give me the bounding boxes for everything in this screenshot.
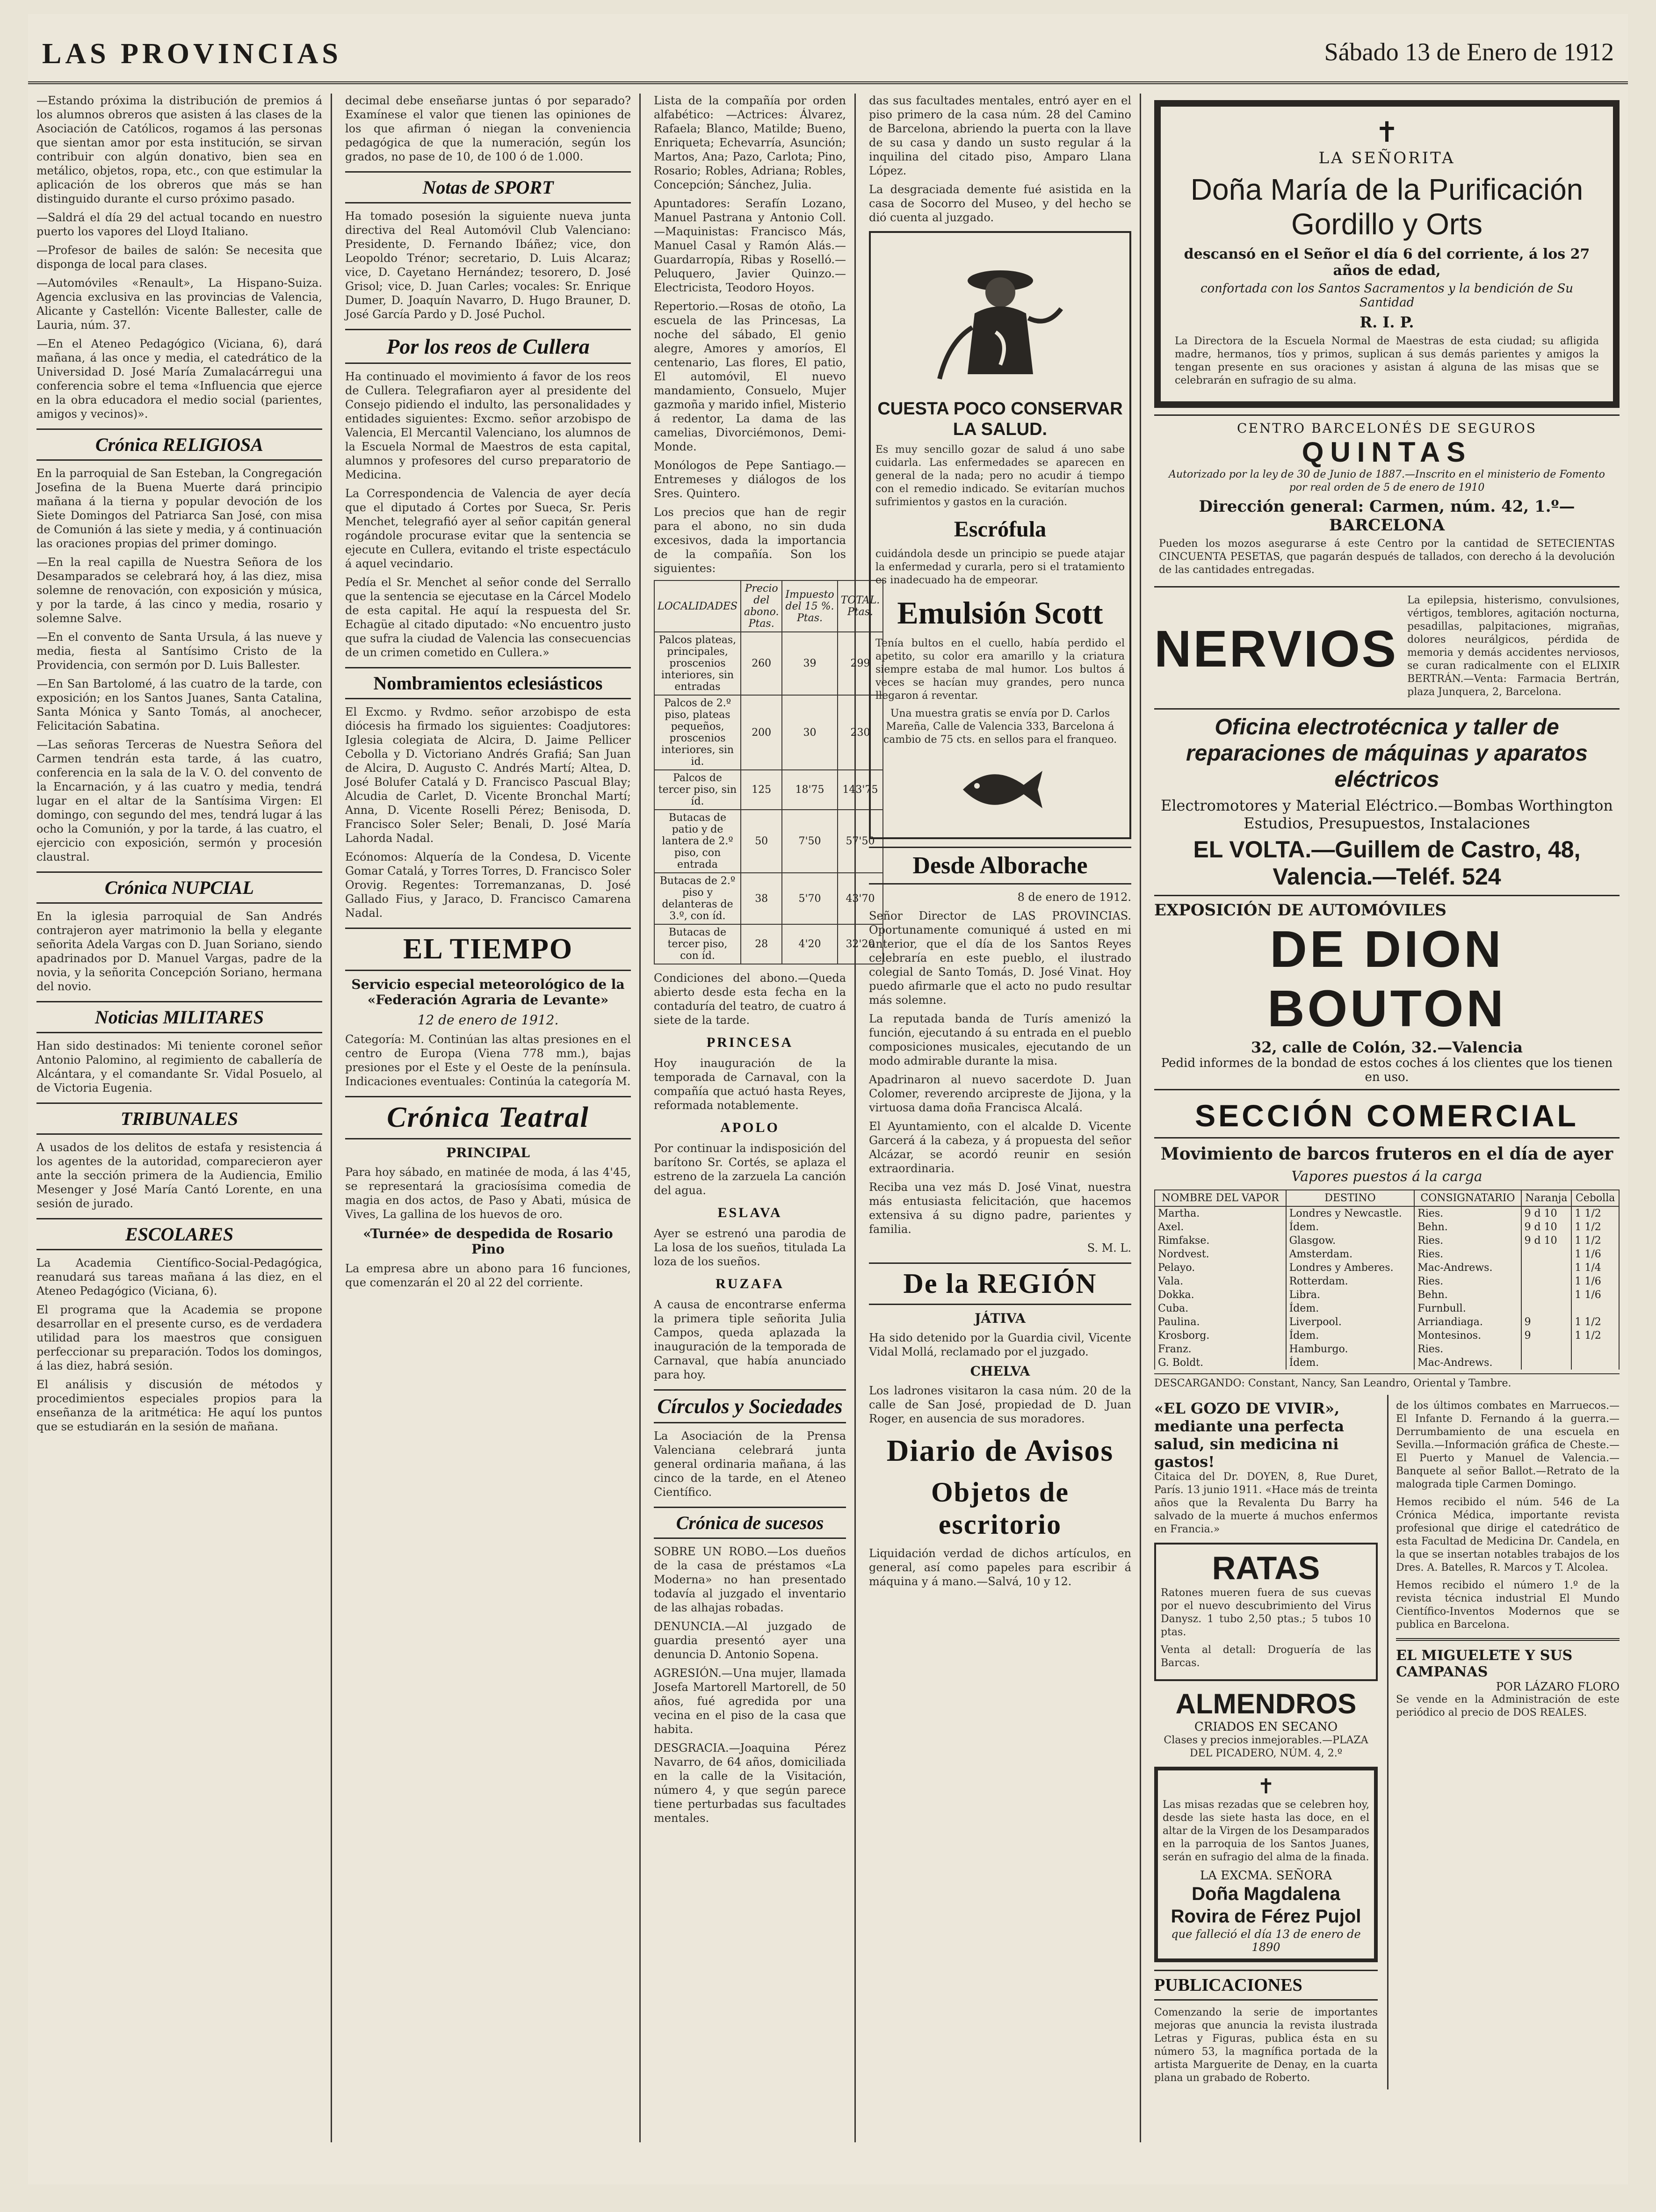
article-paragraph: El programa que la Academia se propone desarrollar en el presente curso, es de verdadera utilidad para los maestros que consiguen perfeccionar su preparación. Todos los domingos, á las diez, habrá sesión. (36, 1303, 322, 1372)
ship-row (1155, 1356, 1619, 1370)
ships-table-body (1155, 1206, 1619, 1370)
ship-cell: Ries. (1414, 1247, 1521, 1261)
article-paragraph: Ayer se estrenó una parodia de La losa de los sueños, titulada La loza de los sueños. (654, 1227, 846, 1268)
weather-subtitle: Servicio especial meteorológico de la «Federación Agraria de Levante» (351, 977, 625, 1008)
ship-cell: Ídem. (1286, 1302, 1415, 1315)
article-paragraph: Apadrinaron al nuevo sacerdote D. Juan Colomer, reverendo arcipreste de Jijona, y la virtuosa dama doña Francisca Alcalá. (869, 1073, 1131, 1114)
article-paragraph: La empresa abre un abono para 16 funciones, que comenzarán el 20 al 22 del corriente. (345, 1262, 631, 1289)
ship-cell: Pelayo. (1155, 1261, 1286, 1275)
article-paragraph: de los últimos combates en Marruecos.—El Infante D. Fernando á la guerra.—Derrumbamiento de una escuela en Sevilla.—Información gráfica de Cheste.—El Puerto y Manuel de Valencia.—Banquete al señor Ballot.—Retrato de la malograda tiple Carmen Domingo. (1396, 1400, 1620, 1490)
ship-cell (1571, 1342, 1619, 1356)
ship-cell: Ries. (1414, 1234, 1521, 1247)
article-paragraph: A causa de encontrarse enferma la primera tiple señorita Julia Campos, queda aplazada la inauguración de la temporada de Carnaval, que había anunciado para hoy. (654, 1298, 846, 1381)
article-paragraph: —En San Bartolomé, á las cuatro de la tarde, con exposición; en los Santos Juanes, Santa Catalina, Santa Mónica y Santo Tomás, al anochecer, Felicitación Sabatina. (36, 677, 322, 732)
ship-row (1155, 1315, 1619, 1329)
price-table-row (654, 695, 883, 770)
article-paragraph: DESGRACIA.—Joaquina Pérez Navarro, de 64 años, domiciliada en la calle de la Visitación, número 4, y que según parece tiene perturbadas sus facultades mentales. (654, 1741, 846, 1825)
section-heading-escolares: ESCOLARES (36, 1218, 322, 1250)
article-paragraph: —Saldrá el día 29 del actual tocando en nuestro puerto los vapores del Lloyd Italiano. (36, 211, 322, 238)
ship-cell: Behn. (1414, 1288, 1521, 1302)
ship-cell: 9 (1521, 1329, 1572, 1342)
ad-text: Tenía bultos en el cuello, había perdido el apetito, su color era amarillo y la criatura siempre estaba de mal humor. Los bultos á veces se hacían muy grandes, pero nunca llegaron á reventar. (875, 638, 1125, 702)
price-table-cell: 32'20 (838, 924, 883, 964)
section-heading-tiempo: EL TIEMPO (345, 928, 631, 971)
ship-row (1155, 1302, 1619, 1315)
price-table-cell: 30 (782, 695, 837, 770)
issue-date: Sábado 13 de Enero de 1912 (1324, 38, 1614, 66)
article-paragraph: En la iglesia parroquial de San Andrés contrajeron ayer matrimonio la bella y elegante señorita Adela Vargas con D. Juan Soriano, siendo apadrinados por D. Manuel Vargas, padre de la novia, y la señorita Concepción Soriano, hermana del novio. (36, 910, 322, 993)
ship-cell: Mac-Andrews. (1414, 1356, 1521, 1370)
ship-cell: 1 1/2 (1571, 1315, 1619, 1329)
column-1 (28, 94, 332, 2142)
ship-cell: Ídem. (1286, 1329, 1415, 1342)
ship-row (1155, 1275, 1619, 1288)
price-table-cell: 50 (741, 810, 782, 873)
obituary-name: Doña María de la Purificación Gordillo y Orts (1190, 173, 1584, 241)
nervios-ad (1154, 594, 1620, 710)
ad-subtitle: CRIADOS EN SECANO (1194, 1720, 1338, 1734)
fisherman-icon (930, 248, 1070, 388)
price-table-header-cell: Impuesto del 15 %. Ptas. (782, 580, 837, 632)
de-dion-bouton-ad (1154, 896, 1620, 1090)
ad-text: La epilepsia, histerismo, convulsiones, vértigos, temblores, agitación nocturna, pesadillas, palpitaciones, migrañas, dolores neurálgicos, pérdida de memoria y demás accidentes nerviosos, se curan radicalmente con el ELIXIR BERTRÁN.—Venta: Farmacia Bertrán, plaza Junquera, 2, Barcelona. (1407, 595, 1620, 698)
cross-icon: ✝ (1257, 1775, 1275, 1799)
price-table-cell: Palcos de 2.º piso, plateas pequeños, proscenios interiores, sin id. (654, 695, 741, 770)
lower-right-right (1387, 1395, 1620, 2089)
column-2 (337, 94, 641, 2142)
price-table-cell: 143'75 (838, 770, 883, 810)
ship-cell: Behn. (1414, 1220, 1521, 1234)
ad-brand: ALMENDROS (1175, 1688, 1357, 1719)
obituary-line: descansó en el Señor el día 6 del corriente, á los 27 años de edad, (1184, 246, 1590, 279)
theatre-name: PRINCIPAL (446, 1145, 530, 1160)
volta-ad (1154, 710, 1620, 896)
ship-cell: 1 1/6 (1571, 1288, 1619, 1302)
price-table-row (654, 770, 883, 810)
article-paragraph: SOBRE UN ROBO.—Los dueños de la casa de préstamos «La Moderna» no han presentado todavía al juzgado el inventario de las alhajas robadas. (654, 1545, 846, 1614)
section-heading-teatral: Crónica Teatral (345, 1096, 631, 1139)
ship-cell: Hamburgo. (1286, 1342, 1415, 1356)
article-paragraph: La desgraciada demente fué asistida en la casa de Socorro del Museo, y del hecho se dió cuenta al juzgado. (869, 183, 1131, 224)
ship-row (1155, 1247, 1619, 1261)
price-table-cell: Butacas de 2.º piso y delanteras de 3.º, con íd. (654, 873, 741, 924)
section-heading-diario: Diario de Avisos (886, 1434, 1114, 1468)
section-heading-sucesos: Crónica de sucesos (654, 1507, 846, 1539)
price-table-header (654, 580, 883, 632)
price-table-row (654, 924, 883, 964)
ship-cell (1571, 1302, 1619, 1315)
section-heading-cullera: Por los reos de Cullera (345, 329, 631, 364)
article-paragraph: Reciba una vez más D. José Vinat, nuestra más entusiasta felicitación, que hacemos extensiva á su digno padre, parientes y familia. (869, 1181, 1131, 1236)
ad-subheading: Escrófula (954, 517, 1047, 542)
ship-cell: Londres y Amberes. (1286, 1261, 1415, 1275)
article-paragraph: Repertorio.—Rosas de otoño, La escuela de las Princesas, La noche del sábado, El genio alegre, Amores y amoríos, El centenario, Las flores, El patio, El automóvil, El nuevo mandamiento, Consuelo, Mujer gazmoña y marido infiel, Misterio á redentor, La dama de las camelias, Divorciémonos, Demi-Monde. (654, 300, 846, 453)
ad-text: cuidándola desde un principio se puede atajar la enfermedad y curarla, pero si el tratamiento es inadecuado ha de empeorar. (875, 548, 1125, 586)
article-paragraph: Categoría: M. Continúan las altas presiones en el centro de Europa (Viena 778 mm.), bajas presiones por el Este y el Oeste de la península. Indicaciones eventuales: Continúa la categoría M. (345, 1033, 631, 1088)
ad-brand: EL VOLTA.—Guillem de Castro, 48, Valencia.—Teléf. 524 (1193, 836, 1581, 890)
ships-header-cell: Cebolla (1571, 1190, 1619, 1206)
ship-cell: Cuba. (1155, 1302, 1286, 1315)
ad-address: 32, calle de Colón, 32.—Valencia (1251, 1038, 1523, 1056)
region-town: JÁTIVA (975, 1311, 1026, 1326)
section-heading-publicaciones: PUBLICACIONES (1154, 1970, 1378, 2001)
ad-text: Ratones mueren fuera de sus cuevas por el nuevo descubrimiento del Virus Danysz. 1 tubo 2,50 ptas.; 5 tubos 10 ptas. (1161, 1587, 1371, 1638)
price-table-cell: 299 (838, 632, 883, 695)
ship-cell (1521, 1356, 1572, 1370)
section-heading-religiosa: Crónica RELIGIOSA (36, 428, 322, 461)
ship-cell: Nordvest. (1155, 1247, 1286, 1261)
section-heading-ruzafa: RUZAFA (716, 1276, 784, 1291)
ad-text: Es muy sencillo gozar de salud á uno sabe cuidarla. Las enfermedades se aparecen en general de la nada; pero no acudir á tiempo con el remedio indicado. Se evitarían muchos sufrimientos y gastos en la curación. (875, 444, 1125, 508)
ship-cell: 1 1/6 (1571, 1275, 1619, 1288)
ship-cell: 1 1/2 (1571, 1220, 1619, 1234)
ship-cell (1521, 1302, 1572, 1315)
ship-cell (1521, 1275, 1572, 1288)
ad-headline: Oficina electrotécnica y taller de reparaciones de máquinas y aparatos eléctricos (1186, 715, 1588, 792)
ad-brand: RATAS (1212, 1550, 1320, 1586)
obituary-title: LA EXCMA. SEÑORA (1200, 1869, 1332, 1883)
ship-cell: 9 (1521, 1315, 1572, 1329)
ad-headline: CUESTA POCO CONSERVAR LA SALUD. (877, 399, 1123, 439)
ship-cell: Montesinos. (1414, 1329, 1521, 1342)
obituary-text: La Directora de la Escuela Normal de Maestras de esta ciudad; su afligida madre, hermanos, tíos y primos, suplican á sus demás parientes y amigos la tengan presente en sus oraciones y asistan á alguna de las misas que se celebrarán en sufragio de su alma. (1175, 335, 1599, 386)
column-3 (645, 94, 880, 2142)
article-paragraph: das sus facultades mentales, entró ayer en el piso primero de la casa núm. 28 del Camino de Barcelona, abriendo la puerta con la llave de su casa y dando un susto regular á la inquilina del citado piso, Amparo Llana López. (869, 94, 1131, 177)
ad-text: Estudios, Presupuestos, Instalaciones (1244, 814, 1530, 832)
price-table-cell: Palcos de tercer piso, sin íd. (654, 770, 741, 810)
price-table-header-cell: LOCALIDADES (654, 580, 741, 632)
ad-heading-objetos: Objetos de escritorio (931, 1477, 1069, 1540)
ship-cell: 9 d 10 (1521, 1206, 1572, 1220)
price-table-cell: 28 (741, 924, 782, 964)
price-table-cell: Butacas de patio y de lantera de 2.º piso, con entrada (654, 810, 741, 873)
ship-row (1155, 1206, 1619, 1220)
ship-cell: Ídem. (1286, 1220, 1415, 1234)
region-town: CHELVA (970, 1363, 1030, 1379)
ship-cell (1521, 1261, 1572, 1275)
masthead (28, 14, 1628, 84)
obituary-gordillo (1154, 100, 1620, 408)
obituary-rovira (1154, 1767, 1378, 1962)
article-paragraph: El Excmo. y Rvdmo. señor arzobispo de esta diócesis ha firmado los siguientes: Coadjutores: Iglesia colegiata de Alcira, D. Jaime Pellicer Cebolla y D. Victoriano Andrés Grafiá; San Juan de Alcira, D. Augusto C. Andrés Martí; Altea, D. José Bolufer Catalá y D. Francisco Pascual Blay; Alcudia de Carlet, D. Vicente Bronchal Martí; Anna, D. Vicente Roselli Pérez; Benisoda, D. Francisco Soler Seler; Benali, D. José María Lahorda Nadal. (345, 705, 631, 845)
price-table-row (654, 873, 883, 924)
ad-text: Venta al detall: Droguería de las Barcas. (1161, 1644, 1371, 1669)
article-paragraph: —En la real capilla de Nuestra Señora de los Desamparados se celebrará hoy, á las diez, misa solemne de renovación, con exposición y música, y por la tarde, á las cinco y media, rosario y solemne Salve. (36, 556, 322, 625)
article-paragraph: Los precios que han de regir para el abono, no sin duda excesivos, dada la importancia de la compañía. Son los siguientes: (654, 506, 846, 575)
article-paragraph: En la parroquial de San Esteban, la Congregación Josefina de la Buena Muerte dará principio mañana á la tierna y popular devoción de los Siete Domingos del Patriarca San José, con misa de Comunión á las siete y media, y á continuación las oraciones propias del primer domingo. (36, 467, 322, 550)
article-paragraph: Ha tomado posesión la siguiente nueva junta directiva del Real Automóvil Club Valenciano: Presidente, D. Fernando Ibáñez; vice, don Leopoldo Trénor; secretario, D. Luis Alcaraz; vice, D. Cayetano Hernández; tesorero, D. José Grisol; vice, D. Juan Carles; vocales: Sr. Enrique Dumer, D. Joaquín Navarro, D. Hugo Brauner, D. José García Pardo y D. José Puchol. (345, 210, 631, 321)
miguelete-author: POR LÁZARO FLORO (1496, 1680, 1620, 1693)
price-table-cell: Palcos plateas, principales, proscenios interiores, sin entradas (654, 632, 741, 695)
article-paragraph: Monólogos de Pepe Santiago.—Entremeses y diálogos de los Sres. Quintero. (654, 459, 846, 500)
ship-cell: 1 1/2 (1571, 1206, 1619, 1220)
article-paragraph: AGRESIÓN.—Una mujer, llamada Josefa Martorell Martorell, de 50 años, fué agredida por una vecina en el piso de la casa que habita. (654, 1667, 846, 1736)
letter-signature: S. M. L. (1087, 1241, 1131, 1255)
ship-row (1155, 1261, 1619, 1275)
ship-cell: Vala. (1155, 1275, 1286, 1288)
ship-cell: Furnbull. (1414, 1302, 1521, 1315)
newspaper-page (28, 14, 1628, 2184)
article-paragraph: Para hoy sábado, en matinée de moda, á las 4'45, se representará la graciosísima comedia de magia en dos actos, de Paso y Abati, música de Vives, La gallina de los huevos de oro. (345, 1166, 631, 1221)
almendros-ad (1154, 1688, 1378, 1760)
section-heading-militares: Noticias MILITARES (36, 1001, 322, 1033)
ship-cell: 1 1/2 (1571, 1329, 1619, 1342)
ship-row (1155, 1329, 1619, 1342)
ship-cell: Axel. (1155, 1220, 1286, 1234)
ship-cell: Martha. (1155, 1206, 1286, 1220)
subscription-price-table (654, 580, 883, 965)
weather-date: 12 de enero de 1912. (417, 1012, 559, 1028)
price-table-cell: 57'50 (838, 810, 883, 873)
ship-cell: Arriandiaga. (1414, 1315, 1521, 1329)
ship-cell: Dokka. (1155, 1288, 1286, 1302)
obituary-rip: R. I. P. (1360, 313, 1414, 331)
ad-header: CENTRO BARCELONÉS DE SEGUROS (1237, 421, 1537, 436)
obituary-name: Doña Magdalena Rovira de Férez Pujol (1171, 1884, 1361, 1927)
gozo-ad-text: Citaica del Dr. DOYEN, 8, Rue Duret, París. 13 junio 1911. «Hace más de treinta años que la Revalenta Du Barry ha salvado de la muerte á muchos enfermos en Francia.» (1154, 1471, 1378, 1535)
section-heading-princesa: PRINCESA (706, 1035, 794, 1050)
ad-brand: DE DION BOUTON (1267, 921, 1506, 1037)
miguelete-text: Se vende en la Administración de este periódico al precio de DOS REALES. (1396, 1694, 1620, 1719)
article-paragraph: Lista de la compañía por orden alfabético: —Actrices: Álvarez, Rafaela; Blanco, Matilde; Bueno, Enriqueta; Echevarría, Asunción; Martos, Ana; Pazo, Carlota; Pino, Rosario; Robles, Adriana; Robles, Concepción; Sánchez, Julia. (654, 94, 846, 191)
price-table-cell: 7'50 (782, 810, 837, 873)
cross-icon: ✝ (1375, 116, 1399, 149)
article-paragraph: A usados de los delitos de estafa y resistencia á los agentes de la autoridad, comparecieron ayer ante la sección primera de la Audiencia, Emilio Mesenger y José María Cantó Lorente, en una sesión de jurado. (36, 1141, 322, 1210)
article-paragraph: —En el convento de Santa Ursula, á las nueve y media, fiesta al Santísimo Cristo de la Providencia, con sermón por D. Luis Ballester. (36, 631, 322, 672)
section-heading-comercial: SECCIÓN COMERCIAL (1154, 1098, 1620, 1139)
ship-row (1155, 1342, 1619, 1356)
ship-cell: Rotterdam. (1286, 1275, 1415, 1288)
price-table-cell: 39 (782, 632, 837, 695)
ship-cell: Paulina. (1155, 1315, 1286, 1329)
commercial-subtitle: Movimiento de barcos fruteros en el día de ayer (1160, 1144, 1613, 1164)
ship-cell: Krosborg. (1155, 1329, 1286, 1342)
ratas-ad (1154, 1543, 1378, 1681)
section-heading-region: De la REGIÓN (869, 1262, 1131, 1305)
price-table-cell: 5'70 (782, 873, 837, 924)
ships-header-cell: Naranja (1521, 1190, 1572, 1206)
divider (1396, 1638, 1620, 1641)
column-5 (1146, 94, 1628, 2142)
ship-cell: Rimfakse. (1155, 1234, 1286, 1247)
letter-date: 8 de enero de 1912. (1017, 891, 1131, 904)
article-paragraph: Han sido destinados: Mi teniente coronel señor Antonio Palomino, al regimiento de caballería de Alcántara, y el comandante Sr. Vidal Posuelo, al de Victoria Eugenia. (36, 1039, 322, 1095)
ship-cell: 1 1/4 (1571, 1261, 1619, 1275)
obituary-line: que falleció el día 13 de enero de 1890 (1171, 1928, 1361, 1954)
ship-cell: Ídem. (1286, 1356, 1415, 1370)
price-table-cell: 18'75 (782, 770, 837, 810)
ship-cell: 9 d 10 (1521, 1220, 1572, 1234)
article-paragraph: DENUNCIA.—Al juzgado de guardia presentó ayer una denuncia D. Antonio Sopena. (654, 1620, 846, 1661)
lower-right-area (1154, 1395, 1620, 2089)
ship-cell: Glasgow. (1286, 1234, 1415, 1247)
ad-header: EXPOSICIÓN DE AUTOMÓVILES (1154, 901, 1446, 920)
ship-cell: Ries. (1414, 1275, 1521, 1288)
columns (28, 94, 1628, 2142)
scott-emulsion-ad (869, 231, 1131, 839)
obituary-text: Las misas rezadas que se celebren hoy, desde las siete hasta las doce, en el altar de la Virgen de los Desamparados en la parroquia de los Santos Juanes, serán en sufragio del alma de la finada. (1163, 1799, 1369, 1863)
miguelete-title: EL MIGUELETE Y SUS CAMPANAS (1396, 1647, 1573, 1680)
ad-brand: NERVIOS (1154, 620, 1398, 678)
article-paragraph: Ha continuado el movimiento á favor de los reos de Cullera. Telegrafiaron ayer al presidente del Consejo pidiendo el indulto, las personalidades y entidades siguientes: Excmo. señor arzobispo de Valencia, El Mercantil Valenciano, los alumnos de la Escuela Normal de Maestros de esta capital, alumnos y profesores del curso preparatorio de Medicina. (345, 370, 631, 481)
section-heading-tribunales: TRIBUNALES (36, 1102, 322, 1135)
article-paragraph: Condiciones del abono.—Queda abierto desde esta fecha en la contaduría del teatro, de cuatro á siete de la tarde. (654, 972, 846, 1027)
ad-brand: QUINTAS (1302, 436, 1472, 468)
ad-brand: Emulsión Scott (897, 595, 1103, 631)
price-table-row (654, 810, 883, 873)
ship-cell: Ries. (1414, 1206, 1521, 1220)
ship-cell: Londres y Newcastle. (1286, 1206, 1415, 1220)
price-table-row (654, 632, 883, 695)
fisherman-illustration (875, 243, 1125, 393)
article-paragraph: La Asociación de la Prensa Valenciana celebrará junta general ordinaria mañana, á las cinco de la tarde, en el Ateneo Científico. (654, 1429, 846, 1499)
price-table-cell: 200 (741, 695, 782, 770)
article-paragraph: Pedía el Sr. Menchet al señor conde del Serrallo que la sentencia se ejecutase en la Cárcel Modelo de esta capital. He aquí la respuesta del Sr. Echagüe al citado diputado: «No encuentro justo que sufra la ciudad de Valencia las consecuencias de un crimen cometido en Cullera.» (345, 576, 631, 659)
price-table-header-cell: TOTAL. Ptas. (838, 580, 883, 632)
article-paragraph: decimal debe enseñarse juntas ó por separado? Examínese el valor que tienen las opiniones de los que afirman ó niegan la conveniencia pedagógica de que la numeración, según los grados, no pase de 10, de 100 ó de 1.000. (345, 94, 631, 163)
ship-row (1155, 1288, 1619, 1302)
section-heading-apolo: APOLO (720, 1120, 780, 1135)
ships-header-cell: CONSIGNATARIO (1414, 1190, 1521, 1206)
ad-address: Una muestra gratis se envía por D. Carlos Mareña, Calle de Valencia 333, Barcelona á cambio de 75 cts. en sellos para el franqueo. (883, 708, 1117, 746)
ship-cell: G. Boldt. (1155, 1356, 1286, 1370)
ship-cell: Liverpool. (1286, 1315, 1415, 1329)
price-table-cell: 43'70 (838, 873, 883, 924)
article-paragraph: —Profesor de bailes de salón: Se necesita que disponga de local para clases. (36, 244, 322, 271)
section-heading-sport: Notas de SPORT (345, 171, 631, 203)
article-paragraph: Por continuar la indisposición del barítono Sr. Cortés, se aplaza el estreno de la zarzuela La canción del agua. (654, 1142, 846, 1197)
ship-row (1155, 1234, 1619, 1247)
lower-right-left (1154, 1395, 1378, 2089)
section-heading-alborache: Desde Alborache (869, 847, 1131, 885)
ship-cell (1521, 1342, 1572, 1356)
ship-cell: 9 d 10 (1521, 1234, 1572, 1247)
ship-cell: 1 1/6 (1571, 1247, 1619, 1261)
article-paragraph: Ecónomos: Alquería de la Condesa, D. Vicente Gomar Catalá, y Torres Torres, D. Francisco Soler Orovig. Regentes: Torremanzanas, D. José Gallado Fius, y Jaraco, D. Francisco Camarena Nadal. (345, 850, 631, 920)
fish-icon (954, 757, 1047, 822)
fish-illustration (875, 752, 1125, 827)
section-heading-nupcial: Crónica NUPCIAL (36, 871, 322, 904)
ship-cell (1521, 1247, 1572, 1261)
ship-cell: Ries. (1414, 1342, 1521, 1356)
article-paragraph: —Las señoras Terceras de Nuestra Señora del Carmen tendrán esta tarde, á las cuatro, conferencia en la sala de la V. O. del convento de la Encarnación, y á las cuatro y media, tendrá lugar en el altar de la Santísima Virgen: El domingo, con segundo del mes, tendrá lugar á las ocho la Comunión, y por la tarde, á las cuatro, el ejercicio con exposición, sermón y procesión claustral. (36, 738, 322, 863)
ad-text: Electromotores y Material Eléctrico.—Bombas Worthington (1160, 797, 1613, 814)
commercial-section (1154, 1098, 1620, 1390)
section-heading-nombramientos: Nombramientos eclesiásticos (345, 667, 631, 699)
ship-cell: Mac-Andrews. (1414, 1261, 1521, 1275)
gozo-ad-title: «EL GOZO DE VIVIR», mediante una perfecta salud, sin medicina ni gastos! (1154, 1400, 1345, 1471)
article-paragraph: El Ayuntamiento, con el alcalde D. Vicente Garcerá á la cabeza, y á propuesta del señor Alcázar, se acordó reunir en sesión extraordinaria. (869, 1120, 1131, 1175)
article-paragraph: La reputada banda de Turís amenizó la función, ejecutando á su entrada en el pueblo composiciones musicales, ejecutando de un modo admirable durante la misa. (869, 1012, 1131, 1067)
ship-cell (1571, 1356, 1619, 1370)
obituary-title: LA SEÑORITA (1318, 149, 1455, 167)
price-table-cell: Butacas de tercer piso, con íd. (654, 924, 741, 964)
price-table-cell: 260 (741, 632, 782, 695)
ad-text: Pueden los mozos asegurarse á este Centro por la cantidad de SETECIENTAS CINCUENTA PESETAS, que pagarán después de tallados, con derecho á la devolución de las cantidades entregadas. (1159, 538, 1615, 576)
article-paragraph: La Correspondencia de Valencia de ayer decía que el diputado á Cortes por Sueca, Sr. Peris Menchet, telegrafió ayer al señor capitán general rogándole procurase evitar que la sentencia se ejecute en Cullera, evitando el triste espectáculo á aquel vecindario. (345, 487, 631, 570)
article-paragraph: Hemos recibido el número 1.º de la revista técnica industrial El Mundo Científico-Inventos Modernos que se publica en Barcelona. (1396, 1580, 1620, 1631)
section-heading-circulos: Círculos y Sociedades (654, 1389, 846, 1423)
ship-cell: Franz. (1155, 1342, 1286, 1356)
article-paragraph: Liquidación verdad de dichos artículos, en general, así como papeles para escribir á máquina y á mano.—Salvá, 10 y 12. (869, 1547, 1131, 1588)
theatre-tour-heading: «Turnée» de despedida de Rosario Pino (363, 1226, 613, 1257)
article-paragraph: Hemos recibido el núm. 546 de La Crónica Médica, importante revista profesional que dirige el catedrático de esta Facultad de Medicina Dr. Candela, en la que se insertan notables trabajos de los Dres. A. Batelles, R. Marcos y T. Alcolea. (1396, 1496, 1620, 1574)
ships-table (1154, 1189, 1620, 1370)
ships-header-cell: NOMBRE DEL VAPOR (1155, 1190, 1286, 1206)
column-4 (861, 94, 1141, 2142)
ad-text: Autorizado por la ley de 30 de Junio de 1887.—Inscrito en el ministerio de Fomento por real orden de 5 de enero de 1910 (1169, 469, 1605, 493)
unloading-note: DESCARGANDO: Constant, Nancy, San Leandro, Oriental y Tambre. (1154, 1373, 1620, 1390)
article-paragraph: Los ladrones visitaron la casa núm. 20 de la calle de San José, propiedad de D. Juan Roger, en ausencia de sus moradores. (869, 1384, 1131, 1425)
article-paragraph: Comenzando la serie de importantes mejoras que anuncia la revista ilustrada Letras y Figuras, publica ésta en su número 53, la magnífica portada de la artista Marguerite de Denay, en la cuarta plana un grabado de Roberto. (1154, 2007, 1378, 2084)
price-table-cell: 38 (741, 873, 782, 924)
newspaper-title: LAS PROVINCIAS (42, 38, 342, 70)
article-paragraph: La Academia Científico-Social-Pedagógica, reanudará sus tareas mañana á las diez, en el Ateneo Pedagógico (Viciana, 6). (36, 1256, 322, 1298)
ship-cell: Libra. (1286, 1288, 1415, 1302)
article-paragraph: —Automóviles «Renault», La Hispano-Suiza. Agencia exclusiva en las provincias de Valencia, Alicante y Castellón: Vicente Ballester, calle de Lauria, núm. 37. (36, 276, 322, 332)
quintas-ad (1154, 414, 1620, 587)
article-paragraph: —Estando próxima la distribución de premios á los alumnos obreros que asisten á las clases de la Asociación de Católicos, rogamos á las personas que sientan amor por esta institución, se sirvan contribuir con algún donativo, bien sea en metálico, objetos, ropa, etc., con que estimular la aplicación de los obreros que más se han distinguido durante el curso próximo pasado. (36, 94, 322, 205)
ship-row (1155, 1220, 1619, 1234)
ship-cell: Amsterdam. (1286, 1247, 1415, 1261)
ship-cell: 1 1/2 (1571, 1234, 1619, 1247)
article-paragraph: Ha sido detenido por la Guardia civil, Vicente Vidal Mollá, reclamado por el juzgado. (869, 1331, 1131, 1358)
price-table-cell: 230 (838, 695, 883, 770)
article-paragraph: Hoy inauguración de la temporada de Carnaval, con la compañía que actuó hasta Reyes, reformada notablemente. (654, 1057, 846, 1112)
ship-cell (1521, 1288, 1572, 1302)
price-table-cell: 125 (741, 770, 782, 810)
section-heading-eslava: ESLAVA (717, 1205, 782, 1220)
ships-header-cell: DESTINO (1286, 1190, 1415, 1206)
ad-address: Dirección general: Carmen, núm. 42, 1.º—BARCELONA (1199, 497, 1575, 535)
price-table-header-cell: Precio del abono. Ptas. (741, 580, 782, 632)
article-paragraph: —En el Ateneo Pedagógico (Viciana, 6), dará mañana, á las once y media, el catedrático de la Universidad D. José María Zumalacárregui una conferencia sobre el tema «Influencia que ejerce en la obra educadora el medio social (parientes, amigos y vecinos)». (36, 337, 322, 421)
article-paragraph: Apuntadores: Serafín Lozano, Manuel Pastrana y Antonio Coll.—Maquinistas: Francisco Más, Manuel Casal y Ramón Alás.—Guardarropía, Ribas y Roselló.—Peluquero, Javier Quinzo.—Electricista, Teodoro Hoyos. (654, 197, 846, 294)
ad-text: Clases y precios inmejorables.—PLAZA DEL PICADERO, NÚM. 4, 2.º (1164, 1734, 1368, 1759)
commercial-subtitle: Vapores puestos á la carga (1291, 1168, 1482, 1185)
price-table-cell: 4'20 (782, 924, 837, 964)
ships-table-header (1155, 1190, 1619, 1206)
article-paragraph: Señor Director de LAS PROVINCIAS. Oportunamente comuniqué á usted en mi anterior, que el día de los Santos Reyes celebraría en este pueblo, el ilustrado colegial de Santo Tomás, D. José Vinat. Hoy puedo afirmarle que el acto no pudo resultar más solemne. (869, 909, 1131, 1007)
obituary-line: confortada con los Santos Sacramentos y la bendición de Su Santidad (1200, 282, 1574, 310)
ad-text: Pedid informes de la bondad de estos coches á los clientes que los tienen en uso. (1161, 1056, 1613, 1084)
article-paragraph: El análisis y discusión de métodos y procedimientos especiales propios para la enseñanza de la aritmética: He aquí los puntos que se estudiarán en la sesión de mañana. (36, 1378, 322, 1433)
